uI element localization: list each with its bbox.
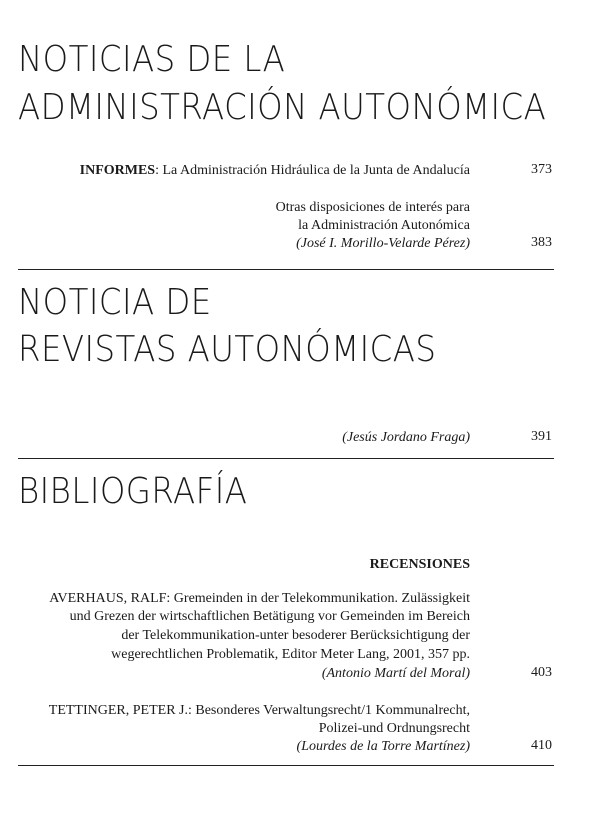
entry1-author: (Antonio Martí del Moral): [321, 666, 470, 681]
entry2-author: (Lourdes de la Torre Martínez): [296, 739, 470, 754]
otras-disposiciones-line2: la Administración Autonómica: [298, 218, 470, 233]
entry1-line2: und Grezen der wirtschaftlichen Betätigung vor Gemeinden im Bereich: [69, 609, 470, 624]
otras-disposiciones-page-number: 383: [531, 235, 552, 250]
section-title-administracion-autonomica: ADMINISTRACIÓN AUTONÓMICA: [18, 87, 547, 128]
section-divider: [18, 269, 554, 270]
revistas-author: (Jesús Jordano Fraga): [342, 430, 470, 445]
section-title-noticia-de: NOTICIA DE: [18, 282, 212, 323]
section-title-revistas-autonomicas: REVISTAS AUTONÓMICAS: [18, 329, 437, 370]
informes-title: : La Administración Hidráulica de la Junta de Andalucía: [155, 163, 470, 178]
entry2-line1: TETTINGER, PETER J.: Besonderes Verwaltungsrecht/1 Kommunalrecht,: [48, 703, 470, 718]
section-title-bibliografia: BIBLIOGRAFÍA: [18, 471, 248, 512]
informes-label: INFORMES: [79, 163, 156, 178]
revistas-page-number: 391: [531, 429, 552, 444]
entry1-line1: AVERHAUS, RALF: Gremeinden in der Telekommunikation. Zulässigkeit: [49, 591, 470, 606]
entry2-page-number: 410: [531, 738, 552, 753]
section-divider: [18, 458, 554, 459]
entry1-line3: der Telekommunikation-unter besoderer Berücksichtigung der: [121, 628, 470, 643]
informes-entry: [80, 162, 470, 180]
informes-page-number: 373: [531, 162, 552, 177]
entry1-page-number: 403: [531, 665, 552, 680]
recensiones-subheading: RECENSIONES: [369, 557, 470, 572]
otras-disposiciones-line1: Otras disposiciones de interés para: [275, 200, 470, 215]
section-title-noticias-administracion: NOTICIAS DE LA: [18, 39, 286, 80]
entry2-line2: Polizei-und Ordnungsrecht: [318, 721, 470, 736]
entry1-line4: wegerechtlichen Problematik, Editor Meter Lang, 2001, 357 pp.: [111, 647, 470, 662]
otras-disposiciones-author: (José I. Morillo-Velarde Pérez): [296, 236, 470, 251]
section-divider: [18, 765, 554, 766]
